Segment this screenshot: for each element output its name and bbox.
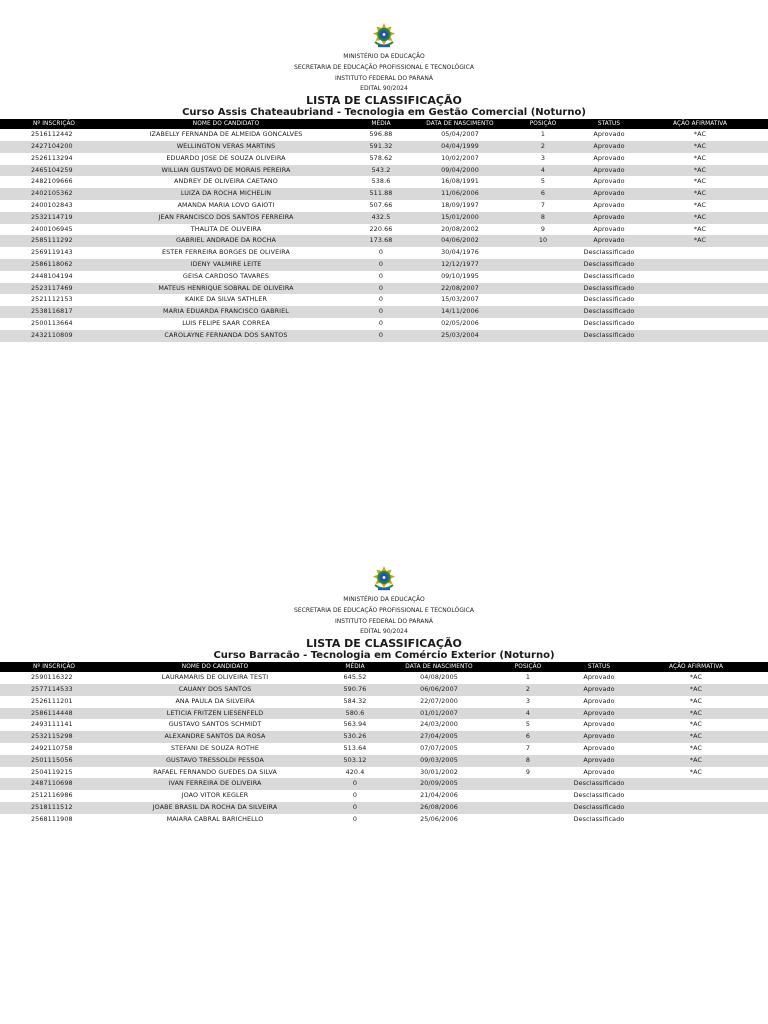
average-score: 503.12 [343,755,367,764]
table-row [0,802,768,814]
table-row [0,165,768,177]
table-row [0,259,768,271]
birth-date: 15/03/2007 [441,295,479,304]
status: Desclassificado [583,307,635,316]
affirmative-action: *AC [689,720,703,729]
candidate-name: LAURAMARIS DE OLIVEIRA TESTI [161,673,269,682]
position: 3 [540,153,546,162]
average-score: 0 [352,802,358,811]
average-score: 173.68 [369,236,393,245]
birth-date: 04/08/2005 [420,673,458,682]
average-score: 590.76 [343,684,367,693]
table-row [0,731,768,743]
inscription-number: 2500113664 [31,318,73,327]
classification-table [0,119,768,341]
birth-date: 16/08/1991 [441,177,479,186]
birth-date: 02/05/2006 [441,318,479,327]
status: Desclassificado [583,283,635,292]
table-row [0,330,768,342]
table-row [0,767,768,779]
average-score: 584.32 [343,696,367,705]
average-score: 0 [378,283,384,292]
candidate-name: CAUANY DOS SANTOS [178,684,252,693]
position: 6 [525,732,531,741]
affirmative-action: *AC [689,732,703,741]
col-inscricao-header: Nº INSCRIÇÃO [33,664,76,671]
col-posicao-header: POSIÇÃO [514,664,542,671]
table-row [0,778,768,790]
table-row [0,719,768,731]
status: Aprovado [583,696,615,705]
candidate-name: LETICIA FRITZEN LIESENFELD [166,708,264,717]
average-score: 0 [378,271,384,280]
average-score: 0 [378,259,384,268]
candidate-name: ANDREY DE OLIVEIRA CAETANO [174,177,278,186]
position: 6 [540,189,546,198]
inscription-number: 2585111292 [31,236,73,245]
candidate-name: JOABE BRASIL DA ROCHA DA SILVEIRA [152,802,278,811]
position: 7 [525,743,531,752]
list-title: LISTA DE CLASSIFICAÇÃO [306,637,462,651]
candidate-name: GUSTAVO SANTOS SCHMIDT [168,720,262,729]
edital-label: EDITAL 90/2024 [360,628,408,636]
candidate-name: GABRIEL ANDRADE DA ROCHA [176,236,276,245]
status: Desclassificado [583,330,635,339]
average-score: 591.32 [369,141,393,150]
birth-date: 27/04/2005 [420,732,458,741]
average-score: 0 [352,814,358,823]
position: 7 [540,200,546,209]
table-row [0,153,768,165]
birth-date: 25/03/2004 [441,330,479,339]
table-row [0,790,768,802]
affirmative-action: *AC [693,224,707,233]
edital-label: EDITAL 90/2024 [360,85,408,93]
inscription-number: 2526113294 [31,153,73,162]
candidate-name: MAIARA CABRAL BARICHELLO [166,814,264,823]
average-score: 645.52 [343,673,367,682]
birth-date: 25/06/2006 [420,814,458,823]
affirmative-action: *AC [689,743,703,752]
position: 2 [540,141,546,150]
affirmative-action: *AC [689,767,703,776]
ministry-label: MINISTÉRIO DA EDUCAÇÃO [343,596,425,603]
affirmative-action: *AC [693,165,707,174]
average-score: 0 [378,307,384,316]
col-nascimento-header: DATA DE NASCIMENTO [426,121,494,128]
status: Aprovado [583,767,615,776]
table-row [0,814,768,826]
inscription-number: 2586118062 [31,259,73,268]
candidate-name: GUSTAVO TRESSOLDI PESSOA [166,755,264,764]
status: Desclassificado [583,318,635,327]
status: Desclassificado [583,295,635,304]
inscription-number: 2577114533 [31,684,73,693]
inscription-number: 2586114448 [31,708,73,717]
status: Aprovado [583,708,615,717]
affirmative-action: *AC [689,684,703,693]
candidate-name: JEAN FRANCISCO DOS SANTOS FERREIRA [158,212,294,221]
inscription-number: 2432110809 [31,330,73,339]
candidate-name: LUIS FELIPE SAAR CORREA [182,318,270,327]
table-row [0,696,768,708]
birth-date: 21/04/2006 [420,791,458,800]
birth-date: 22/07/2000 [420,696,458,705]
birth-date: 18/09/1997 [441,200,479,209]
birth-date: 04/04/1999 [441,141,479,150]
inscription-number: 2448104194 [31,271,73,280]
birth-date: 14/11/2006 [441,307,479,316]
average-score: 543.2 [371,165,391,174]
inscription-number: 2569119143 [31,248,73,257]
col-nascimento-header: DATA DE NASCIMENTO [405,664,473,671]
average-score: 538.6 [371,177,391,186]
average-score: 513.64 [343,743,367,752]
affirmative-action: *AC [693,212,707,221]
birth-date: 06/06/2007 [420,684,458,693]
candidate-name: IZABELLY FERNANDA DE ALMEIDA GONCALVES [149,130,303,139]
course-title: Curso Barracão - Tecnologia em Comércio Exterior (Noturno) [213,650,555,662]
candidate-name: MARIA EDUARDA FRANCISCO GABRIEL [163,307,289,316]
table-row [0,755,768,767]
average-score: 0 [378,330,384,339]
table-row [0,188,768,200]
candidate-name: IVAN FERREIRA DE OLIVEIRA [168,779,262,788]
birth-date: 11/06/2006 [441,189,479,198]
candidate-name: EDUARDO JOSE DE SOUZA OLIVEIRA [166,153,286,162]
status: Aprovado [583,743,615,752]
table-row [0,141,768,153]
inscription-number: 2523117469 [31,283,73,292]
average-score: 0 [378,248,384,257]
birth-date: 26/08/2006 [420,802,458,811]
inscription-number: 2492110758 [31,743,73,752]
secretariat-label: SECRETARIA DE EDUCAÇÃO PROFISSIONAL E TECNOLÓGICA [294,606,474,614]
position: 10 [538,236,548,245]
table-row [0,294,768,306]
birth-date: 30/04/1976 [441,248,479,257]
candidate-name: IDENY VALMIRE LEITE [190,259,262,268]
birth-date: 22/08/2007 [441,283,479,292]
status: Aprovado [593,236,625,245]
table-row [0,743,768,755]
affirmative-action: *AC [693,141,707,150]
inscription-number: 2427104200 [31,141,73,150]
average-score: 511.88 [369,189,393,198]
inscription-number: 2526111201 [31,696,73,705]
table-row [0,200,768,212]
col-acao-header: AÇÃO AFIRMATIVA [672,121,728,128]
classification-table [0,662,768,825]
table-row [0,708,768,720]
table-row [0,235,768,247]
birth-date: 05/04/2007 [441,130,479,139]
birth-date: 04/06/2002 [441,236,479,245]
affirmative-action: *AC [689,708,703,717]
classification-list-section [0,565,768,826]
birth-date: 01/01/2007 [420,708,458,717]
table-row [0,271,768,283]
birth-date: 10/02/2007 [441,153,479,162]
inscription-number: 2465104259 [31,165,73,174]
status: Aprovado [593,177,625,186]
average-score: 507.66 [369,200,393,209]
inscription-number: 2538116817 [31,307,73,316]
inscription-number: 2590116322 [31,673,73,682]
status: Aprovado [583,732,615,741]
candidate-name: CAROLAYNE FERNANDA DOS SANTOS [164,330,288,339]
ministry-label: MINISTÉRIO DA EDUCAÇÃO [343,53,425,60]
course-title: Curso Assis Chateaubriand - Tecnologia em Gestão Comercial (Noturno) [182,107,586,119]
candidate-name: ANA PAULA DA SILVEIRA [175,696,255,705]
candidate-name: ALEXANDRE SANTOS DA ROSA [164,732,266,741]
table-row [0,684,768,696]
table-row [0,224,768,236]
col-status-header: STATUS [597,121,621,128]
birth-date: 09/03/2005 [420,755,458,764]
average-score: 0 [352,779,358,788]
status: Aprovado [583,755,615,764]
col-nome-header: NOME DO CANDIDATO [192,121,260,128]
table-header [0,662,768,672]
inscription-number: 2400106945 [31,224,73,233]
table-row [0,672,768,684]
birth-date: 09/10/1995 [441,271,479,280]
table-row [0,283,768,295]
institute-label: INSTITUTO FEDERAL DO PARANÁ [335,617,433,625]
affirmative-action: *AC [693,189,707,198]
col-media-header: MÉDIA [371,121,391,128]
inscription-number: 2493111141 [31,720,73,729]
inscription-number: 2532114719 [31,212,73,221]
status: Desclassificado [573,814,625,823]
candidate-name: THALITA DE OLIVEIRA [190,224,262,233]
affirmative-action: *AC [693,200,707,209]
average-score: 220.66 [369,224,393,233]
status: Desclassificado [573,802,625,811]
inscription-number: 2532115298 [31,732,73,741]
institute-label: INSTITUTO FEDERAL DO PARANÁ [335,74,433,82]
affirmative-action: *AC [689,696,703,705]
affirmative-action: *AC [689,755,703,764]
position: 4 [540,165,546,174]
status: Desclassificado [573,791,625,800]
average-score: 0 [378,295,384,304]
affirmative-action: *AC [693,236,707,245]
table-row [0,212,768,224]
inscription-number: 2400102843 [31,200,73,209]
average-score: 580.6 [345,708,365,717]
birth-date: 24/03/2000 [420,720,458,729]
average-score: 596.88 [369,130,393,139]
position: 3 [525,696,531,705]
candidate-name: STEFANI DE SOUZA ROTHE [171,743,259,752]
status: Aprovado [593,200,625,209]
inscription-number: 2402105362 [31,189,73,198]
position: 9 [540,224,546,233]
average-score: 420.4 [345,767,365,776]
status: Aprovado [593,153,625,162]
inscription-number: 2516112442 [31,130,73,139]
col-nome-header: NOME DO CANDIDATO [181,664,249,671]
inscription-number: 2504119215 [31,767,73,776]
status: Desclassificado [573,779,625,788]
average-score: 432.5 [371,212,391,221]
candidate-name: WILLIAN GUSTAVO DE MORAIS PEREIRA [161,165,291,174]
inscription-number: 2518111512 [31,802,73,811]
table-row [0,176,768,188]
birth-date: 15/01/2000 [441,212,479,221]
birth-date: 09/04/2000 [441,165,479,174]
col-acao-header: AÇÃO AFIRMATIVA [668,664,724,671]
status: Aprovado [593,189,625,198]
affirmative-action: *AC [689,673,703,682]
average-score: 578.62 [369,153,393,162]
birth-date: 20/09/2005 [420,779,458,788]
status: Aprovado [593,130,625,139]
candidate-name: AMANDA MARIA LOVO GAIOTI [177,200,275,209]
status: Desclassificado [583,248,635,257]
average-score: 0 [352,791,358,800]
status: Aprovado [593,212,625,221]
birth-date: 20/08/2002 [441,224,479,233]
birth-date: 12/12/1977 [441,259,479,268]
average-score: 530.26 [343,732,367,741]
brazil-coat-of-arms-icon [371,565,397,593]
affirmative-action: *AC [693,153,707,162]
average-score: 563.94 [343,720,367,729]
col-posicao-header: POSIÇÃO [529,121,557,128]
candidate-name: JOAO VITOR KEGLER [181,791,249,800]
birth-date: 30/01/2002 [420,767,458,776]
status: Aprovado [593,141,625,150]
position: 9 [525,767,531,776]
col-inscricao-header: Nº INSCRIÇÃO [33,121,76,128]
position: 2 [525,684,531,693]
classification-list-section [0,22,768,342]
candidate-name: LUIZA DA ROCHA MICHELIN [180,189,272,198]
candidate-name: RAFAEL FERNANDO GUEDES DA SILVA [153,767,277,776]
candidate-name: ESTER FERREIRA BORGES DE OLIVEIRA [161,248,291,257]
inscription-number: 2521112153 [31,295,73,304]
table-row [0,247,768,259]
brazil-coat-of-arms-icon [371,22,397,50]
inscription-number: 2501115056 [31,755,73,764]
position: 1 [525,673,531,682]
average-score: 0 [378,318,384,327]
candidate-name: MATEUS HENRIQUE SOBRAL DE OLIVEIRA [158,283,294,292]
list-title: LISTA DE CLASSIFICAÇÃO [306,94,462,108]
status: Aprovado [593,224,625,233]
candidate-name: GEISA CARDOSO TAVARES [182,271,270,280]
secretariat-label: SECRETARIA DE EDUCAÇÃO PROFISSIONAL E TECNOLÓGICA [294,63,474,71]
position: 1 [540,130,546,139]
status: Aprovado [583,720,615,729]
table-row [0,318,768,330]
status: Aprovado [583,673,615,682]
birth-date: 07/07/2005 [420,743,458,752]
status: Desclassificado [583,259,635,268]
status: Aprovado [593,165,625,174]
table-row [0,306,768,318]
candidate-name: KAIKE DA SILVA SATHLER [185,295,267,304]
affirmative-action: *AC [693,130,707,139]
inscription-number: 2568111908 [31,814,73,823]
position: 8 [540,212,546,221]
inscription-number: 2487110698 [31,779,73,788]
candidate-name: WELLINGTON VERAS MARTINS [176,141,276,150]
position: 5 [525,720,531,729]
col-status-header: STATUS [587,664,611,671]
table-row [0,129,768,141]
status: Aprovado [583,684,615,693]
inscription-number: 2482109666 [31,177,73,186]
status: Desclassificado [583,271,635,280]
position: 5 [540,177,546,186]
col-media-header: MÉDIA [345,664,365,671]
position: 4 [525,708,531,717]
inscription-number: 2512116986 [31,791,73,800]
table-header [0,119,768,129]
position: 8 [525,755,531,764]
affirmative-action: *AC [693,177,707,186]
